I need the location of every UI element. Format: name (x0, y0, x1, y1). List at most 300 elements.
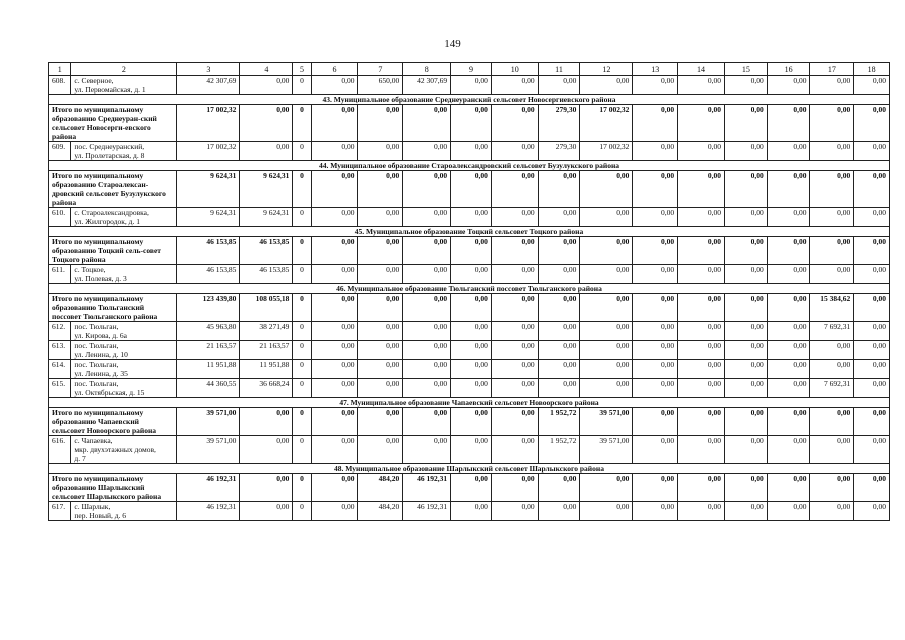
table-cell: 0 (293, 436, 311, 464)
table-cell: 9 624,31 (177, 208, 240, 227)
table-cell: 45 963,80 (177, 322, 240, 341)
table-cell: 0,00 (538, 474, 580, 502)
total-caption: Итого по муниципальному образованию Чапаевский сельсовет Новоорского района (49, 408, 177, 436)
total-row (49, 294, 890, 322)
table-cell: 0,00 (403, 341, 451, 360)
table-cell: 46 192,31 (403, 474, 451, 502)
table-cell: 0,00 (724, 322, 767, 341)
table-cell: 0,00 (678, 208, 725, 227)
table-cell: 0,00 (854, 171, 890, 208)
row-number: 616. (49, 436, 71, 464)
table-cell: 0 (293, 408, 311, 436)
table-cell: 0,00 (240, 105, 293, 142)
table-cell: 0,00 (767, 76, 810, 95)
table-cell: 0,00 (358, 436, 403, 464)
table-cell: 0 (293, 237, 311, 265)
column-header: 17 (810, 63, 854, 76)
table-cell: 0,00 (633, 436, 678, 464)
table-cell: 0,00 (580, 76, 633, 95)
table-cell: 0,00 (854, 360, 890, 379)
section-row (49, 95, 890, 105)
table-cell: 0,00 (724, 208, 767, 227)
table-cell: 0,00 (633, 294, 678, 322)
table-cell: 0,00 (311, 322, 358, 341)
table-cell: 0,00 (678, 379, 725, 398)
table-cell: 0,00 (633, 265, 678, 284)
table-cell: 0,00 (724, 408, 767, 436)
table-cell: 0,00 (724, 294, 767, 322)
table-cell: 0,00 (451, 142, 492, 161)
row-number: 614. (49, 360, 71, 379)
table-cell: 0,00 (451, 474, 492, 502)
table-cell: 0,00 (491, 474, 538, 502)
table-cell: 0,00 (854, 322, 890, 341)
table-cell: 0,00 (810, 436, 854, 464)
table-cell: 0,00 (854, 408, 890, 436)
table-cell: 0,00 (854, 142, 890, 161)
table-cell: 0,00 (580, 341, 633, 360)
table-cell: 0,00 (678, 294, 725, 322)
table-cell: 0,00 (724, 76, 767, 95)
table-cell: 0,00 (451, 360, 492, 379)
table-cell: 0,00 (240, 76, 293, 95)
table-row (49, 265, 890, 284)
table-cell: 0,00 (451, 322, 492, 341)
table-cell: 0,00 (538, 171, 580, 208)
table-cell: 0,00 (538, 294, 580, 322)
table-cell: 0,00 (810, 171, 854, 208)
total-row (49, 171, 890, 208)
table-cell: 0,00 (854, 237, 890, 265)
table-cell: 0 (293, 294, 311, 322)
table-cell: 0,00 (538, 502, 580, 521)
table-cell: 0,00 (854, 208, 890, 227)
column-header: 14 (678, 63, 725, 76)
table-cell: 0,00 (538, 265, 580, 284)
table-cell: 0,00 (538, 360, 580, 379)
table-cell: 42 307,69 (177, 76, 240, 95)
table-cell: 0,00 (810, 474, 854, 502)
table-cell: 0,00 (311, 502, 358, 521)
table-cell: 0,00 (633, 474, 678, 502)
table-cell: 0,00 (403, 322, 451, 341)
address-cell: пос. Тюльган, ул. Кирова, д. 6а (71, 322, 177, 341)
column-header: 7 (358, 63, 403, 76)
address-cell: с. Чапаевка, мкр. двухэтажных домов, д. 7 (71, 436, 177, 464)
table-cell: 1 952,72 (538, 436, 580, 464)
table-cell: 123 439,80 (177, 294, 240, 322)
row-number: 610. (49, 208, 71, 227)
row-number: 615. (49, 379, 71, 398)
table-cell: 0,00 (678, 408, 725, 436)
table-cell: 0,00 (678, 474, 725, 502)
table-cell: 0,00 (403, 142, 451, 161)
table-cell: 0,00 (240, 474, 293, 502)
table-cell: 46 153,85 (177, 265, 240, 284)
table-cell: 0,00 (403, 265, 451, 284)
table-cell: 0,00 (810, 237, 854, 265)
section-row (49, 227, 890, 237)
table-cell: 0,00 (678, 360, 725, 379)
address-cell: пос. Тюльган, ул. Октябрьская, д. 15 (71, 379, 177, 398)
table-cell: 0,00 (491, 171, 538, 208)
table-cell: 0,00 (767, 171, 810, 208)
table-cell: 0,00 (358, 171, 403, 208)
table-cell: 0,00 (240, 436, 293, 464)
total-row (49, 474, 890, 502)
table-cell: 0,00 (810, 76, 854, 95)
table-cell: 21 163,57 (240, 341, 293, 360)
table-cell: 11 951,88 (240, 360, 293, 379)
address-cell: с. Шарлык, пер. Новый, д. 6 (71, 502, 177, 521)
column-header: 16 (767, 63, 810, 76)
total-row (49, 237, 890, 265)
column-header: 3 (177, 63, 240, 76)
table-cell: 0,00 (491, 341, 538, 360)
table-cell: 0,00 (633, 379, 678, 398)
section-title: 44. Муниципальное образование Староалександровский сельсовет Бузулукского района (49, 161, 890, 171)
section-row (49, 284, 890, 294)
table-cell: 0,00 (358, 105, 403, 142)
table-cell: 0,00 (580, 379, 633, 398)
table-cell: 0,00 (767, 408, 810, 436)
table-cell: 0,00 (358, 322, 403, 341)
table-cell: 39 571,00 (580, 408, 633, 436)
table-cell: 0,00 (678, 436, 725, 464)
table-cell: 0,00 (767, 474, 810, 502)
section-title: 46. Муниципальное образование Тюльганский поссовет Тюльганского района (49, 284, 890, 294)
table-cell: 0,00 (854, 76, 890, 95)
table-cell: 0,00 (358, 408, 403, 436)
table-cell: 15 384,62 (810, 294, 854, 322)
table-cell: 0,00 (403, 171, 451, 208)
table-cell: 0,00 (854, 379, 890, 398)
table-cell: 0,00 (311, 171, 358, 208)
table-cell: 0,00 (810, 105, 854, 142)
table-cell: 0,00 (311, 341, 358, 360)
table-cell: 46 192,31 (403, 502, 451, 521)
table-cell: 0,00 (451, 237, 492, 265)
column-header: 4 (240, 63, 293, 76)
column-header: 5 (293, 63, 311, 76)
table-cell: 0,00 (451, 171, 492, 208)
table-cell: 0,00 (451, 502, 492, 521)
table-cell: 0,00 (724, 474, 767, 502)
table-cell: 0,00 (491, 408, 538, 436)
table-cell: 46 153,85 (177, 237, 240, 265)
section-row (49, 398, 890, 408)
table-cell: 0,00 (538, 76, 580, 95)
table-cell: 0,00 (403, 105, 451, 142)
table-cell: 0,00 (538, 341, 580, 360)
table-cell: 0,00 (403, 237, 451, 265)
total-caption: Итого по муниципальному образованию Тоцкий сель-совет Тоцкого района (49, 237, 177, 265)
table-cell: 7 692,31 (810, 379, 854, 398)
table-cell: 0,00 (580, 360, 633, 379)
table-cell: 0,00 (451, 294, 492, 322)
table-cell: 279,30 (538, 142, 580, 161)
table-cell: 0,00 (311, 142, 358, 161)
section-title: 48. Муниципальное образование Шарлыкский сельсовет Шарлыкского района (49, 464, 890, 474)
table-cell: 0,00 (724, 171, 767, 208)
table-cell: 0 (293, 105, 311, 142)
table-row (49, 502, 890, 521)
address-cell: пос. Тюльган, ул. Ленина, д. 35 (71, 360, 177, 379)
table-cell: 0 (293, 502, 311, 521)
table-cell: 0,00 (491, 105, 538, 142)
table-row (49, 436, 890, 464)
table-cell: 0,00 (403, 294, 451, 322)
table-cell: 0,00 (633, 341, 678, 360)
table-cell: 0,00 (311, 265, 358, 284)
table-cell: 39 571,00 (580, 436, 633, 464)
table-cell: 0,00 (491, 379, 538, 398)
table-cell: 0,00 (580, 294, 633, 322)
table-cell: 0,00 (724, 436, 767, 464)
table-cell: 1 952,72 (538, 408, 580, 436)
report-table (48, 62, 890, 521)
row-number: 613. (49, 341, 71, 360)
table-cell: 0,00 (633, 322, 678, 341)
table-cell: 0,00 (538, 208, 580, 227)
section-row (49, 161, 890, 171)
table-cell: 0 (293, 360, 311, 379)
table-cell: 0,00 (311, 379, 358, 398)
table-cell: 0,00 (403, 436, 451, 464)
table-cell: 0,00 (358, 360, 403, 379)
table-cell: 0,00 (767, 436, 810, 464)
table-cell: 0,00 (538, 379, 580, 398)
table-cell: 0,00 (491, 142, 538, 161)
table-row (49, 322, 890, 341)
table-cell: 0,00 (678, 171, 725, 208)
table-cell: 0,00 (678, 265, 725, 284)
table-cell: 0,00 (767, 208, 810, 227)
table-cell: 17 002,32 (580, 105, 633, 142)
table-cell: 0,00 (491, 208, 538, 227)
table-cell: 11 951,88 (177, 360, 240, 379)
table-cell: 17 002,32 (177, 142, 240, 161)
table-cell: 0,00 (358, 341, 403, 360)
section-row (49, 464, 890, 474)
table-row (49, 360, 890, 379)
table-cell: 0,00 (767, 142, 810, 161)
table-cell: 0,00 (240, 408, 293, 436)
table-cell: 0,00 (724, 379, 767, 398)
table-cell: 0,00 (724, 360, 767, 379)
column-header: 9 (451, 63, 492, 76)
table-cell: 0,00 (724, 105, 767, 142)
row-number: 612. (49, 322, 71, 341)
table-cell: 0,00 (633, 142, 678, 161)
table-cell: 0,00 (767, 360, 810, 379)
table-cell: 484,20 (358, 502, 403, 521)
table-cell: 0,00 (311, 474, 358, 502)
table-cell: 0,00 (810, 208, 854, 227)
table-cell: 0,00 (491, 322, 538, 341)
table-cell: 0,00 (580, 208, 633, 227)
table-cell: 0,00 (491, 237, 538, 265)
table-cell: 0,00 (403, 379, 451, 398)
table-cell: 17 002,32 (580, 142, 633, 161)
table-cell: 0,00 (311, 408, 358, 436)
table-cell: 0,00 (311, 436, 358, 464)
address-cell: с. Тоцкое, ул. Полевая, д. 3 (71, 265, 177, 284)
table-cell: 0,00 (491, 76, 538, 95)
table-cell: 36 668,24 (240, 379, 293, 398)
table-cell: 0,00 (810, 360, 854, 379)
table-cell: 0,00 (451, 265, 492, 284)
table-cell: 0,00 (767, 502, 810, 521)
table-cell: 0,00 (854, 341, 890, 360)
table-cell: 0,00 (358, 237, 403, 265)
table-cell: 0,00 (678, 105, 725, 142)
row-number: 608. (49, 76, 71, 95)
table-cell: 0,00 (403, 408, 451, 436)
table-cell: 46 153,85 (240, 237, 293, 265)
table-cell: 0,00 (451, 208, 492, 227)
table-cell: 0,00 (633, 208, 678, 227)
table-cell: 0,00 (451, 105, 492, 142)
table-cell: 0,00 (403, 208, 451, 227)
table-cell: 0,00 (633, 105, 678, 142)
row-number: 617. (49, 502, 71, 521)
table-cell: 0,00 (724, 237, 767, 265)
table-cell: 0,00 (810, 502, 854, 521)
address-cell: пос. Тюльган, ул. Ленина, д. 10 (71, 341, 177, 360)
table-cell: 0,00 (810, 142, 854, 161)
table-cell: 279,30 (538, 105, 580, 142)
row-number: 611. (49, 265, 71, 284)
table-cell: 0,00 (311, 76, 358, 95)
table-cell: 0,00 (538, 237, 580, 265)
table-cell: 17 002,32 (177, 105, 240, 142)
table-cell: 39 571,00 (177, 408, 240, 436)
column-header: 12 (580, 63, 633, 76)
table-cell: 0 (293, 142, 311, 161)
total-caption: Итого по муниципальному образованию Староалексан-дровский сельсовет Бузулукского района (49, 171, 177, 208)
table-cell: 44 360,55 (177, 379, 240, 398)
table-cell: 484,20 (358, 474, 403, 502)
table-cell: 0,00 (451, 379, 492, 398)
table-cell: 0 (293, 208, 311, 227)
table-cell: 0,00 (854, 105, 890, 142)
total-caption: Итого по муниципальному образованию Среднеуран-ский сельсовет Новосерги-евского района (49, 105, 177, 142)
table-cell: 0,00 (678, 237, 725, 265)
table-cell: 0,00 (311, 360, 358, 379)
table-cell: 0,00 (633, 408, 678, 436)
table-cell: 0,00 (854, 436, 890, 464)
table-cell: 0,00 (724, 265, 767, 284)
header-row (49, 63, 890, 76)
total-caption: Итого по муниципальному образованию Тюльганский поссовет Тюльганского района (49, 294, 177, 322)
table-cell: 0,00 (240, 502, 293, 521)
row-number: 609. (49, 142, 71, 161)
table-cell: 0 (293, 171, 311, 208)
column-header: 11 (538, 63, 580, 76)
table-cell: 0,00 (580, 322, 633, 341)
table-cell: 0 (293, 379, 311, 398)
table-cell: 0,00 (767, 379, 810, 398)
total-row (49, 105, 890, 142)
table-cell: 0,00 (491, 502, 538, 521)
table-cell: 0,00 (491, 265, 538, 284)
table-cell: 46 192,31 (177, 474, 240, 502)
table-cell: 0,00 (633, 360, 678, 379)
table-row (49, 76, 890, 95)
table-cell: 0,00 (854, 474, 890, 502)
column-header: 15 (724, 63, 767, 76)
table-cell: 650,00 (358, 76, 403, 95)
address-cell: с. Северное, ул. Первомайская, д. 1 (71, 76, 177, 95)
table-cell: 0,00 (580, 502, 633, 521)
table-cell: 0 (293, 322, 311, 341)
section-title: 47. Муниципальное образование Чапаевский сельсовет Новоорского района (49, 398, 890, 408)
table-cell: 0,00 (854, 265, 890, 284)
table-row (49, 142, 890, 161)
section-title: 45. Муниципальное образование Тоцкий сельсовет Тоцкого района (49, 227, 890, 237)
table-cell: 0,00 (678, 76, 725, 95)
table-cell: 0,00 (311, 105, 358, 142)
table-cell: 46 192,31 (177, 502, 240, 521)
table-cell: 0,00 (491, 294, 538, 322)
table-cell: 0,00 (240, 142, 293, 161)
table-cell: 0,00 (810, 265, 854, 284)
table-cell: 0,00 (724, 341, 767, 360)
table-cell: 0,00 (358, 265, 403, 284)
table-cell: 46 153,85 (240, 265, 293, 284)
table-cell: 0,00 (724, 502, 767, 521)
table-cell: 0,00 (633, 237, 678, 265)
table-cell: 0,00 (580, 474, 633, 502)
table-row (49, 379, 890, 398)
table-cell: 0,00 (580, 265, 633, 284)
table-cell: 0,00 (451, 341, 492, 360)
table-cell: 0,00 (311, 237, 358, 265)
table-cell: 0 (293, 341, 311, 360)
table-cell: 9 624,31 (240, 208, 293, 227)
column-header: 1 (49, 63, 71, 76)
table-cell: 0,00 (724, 142, 767, 161)
table-cell: 0,00 (767, 341, 810, 360)
column-header: 13 (633, 63, 678, 76)
table-cell: 0,00 (358, 142, 403, 161)
table-cell: 0,00 (358, 379, 403, 398)
column-header: 2 (71, 63, 177, 76)
table-cell: 108 055,18 (240, 294, 293, 322)
table-cell: 0,00 (810, 341, 854, 360)
table-cell: 0,00 (678, 322, 725, 341)
table-cell: 0,00 (767, 294, 810, 322)
table-row (49, 341, 890, 360)
table-cell: 0,00 (767, 265, 810, 284)
table-cell: 0,00 (767, 105, 810, 142)
table-cell: 0,00 (311, 294, 358, 322)
table-cell: 0,00 (538, 322, 580, 341)
section-title: 43. Муниципальное образование Среднеуранский сельсовет Новосергиевского района (49, 95, 890, 105)
column-header: 18 (854, 63, 890, 76)
table-cell: 0,00 (311, 208, 358, 227)
table-cell: 0,00 (767, 322, 810, 341)
table-row (49, 208, 890, 227)
table-cell: 0,00 (491, 436, 538, 464)
table-cell: 0,00 (678, 142, 725, 161)
table-body (49, 63, 890, 521)
table-cell: 0,00 (451, 76, 492, 95)
address-cell: пос. Среднеуранский, ул. Пролетарская, д. 8 (71, 142, 177, 161)
table-cell: 0,00 (767, 237, 810, 265)
table-cell: 0,00 (678, 502, 725, 521)
